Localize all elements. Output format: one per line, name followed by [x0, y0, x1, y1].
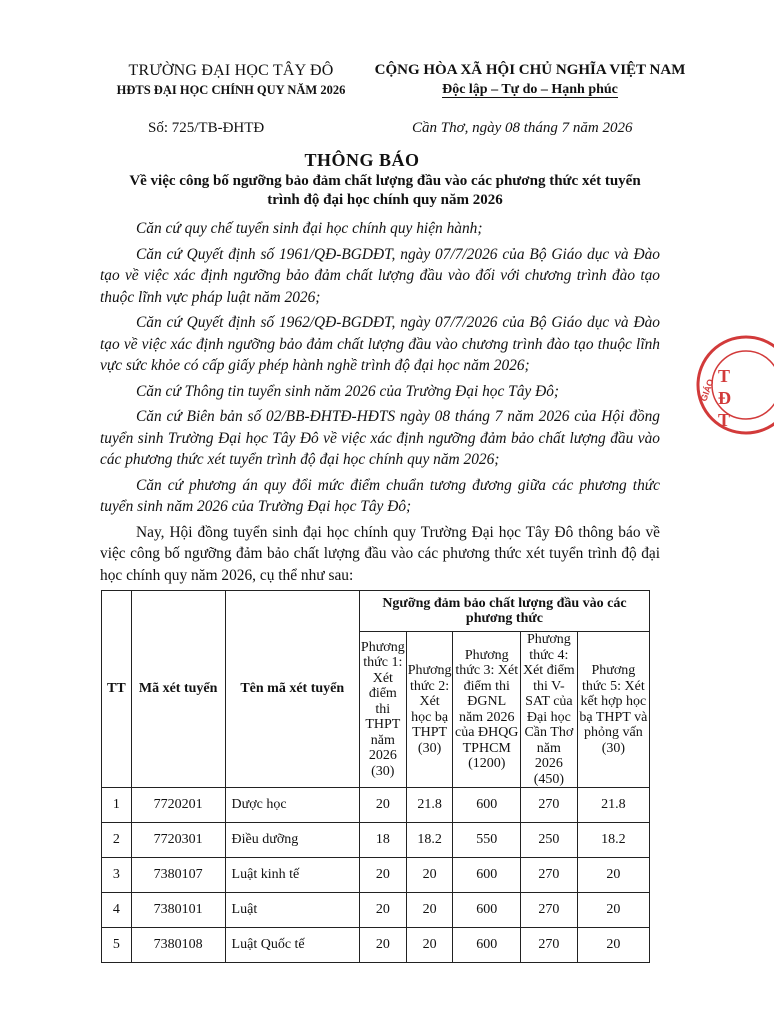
svg-text:T: T — [718, 410, 731, 430]
cell-method-4: 270 — [521, 788, 578, 823]
cell-name: Dược học — [225, 788, 359, 823]
cell-method-3: 600 — [453, 893, 521, 928]
header-method-2: Phương thức 2: Xét học bạ THPT (30) — [406, 632, 453, 788]
table-row — [102, 893, 650, 928]
basis-paragraph: Căn cứ Quyết định số 1962/QĐ-BGDĐT, ngày 07/7/2026 của Bộ Giáo dục và Đào tạo về việc xác định ngưỡng bảo đảm chất lượng đầu vào chương trình đào tạo thuộc lĩnh vực sức khỏe có cấp giấy phép hành nghề trình độ đại học năm 2026; — [100, 314, 660, 374]
header-threshold-group: Ngưỡng đảm bảo chất lượng đầu vào các phương thức — [359, 591, 649, 632]
cell-method-1: 20 — [359, 858, 406, 893]
header-method-1: Phương thức 1: Xét điểm thi THPT năm 2026 (30) — [359, 632, 406, 788]
header-tt: TT — [102, 591, 132, 788]
header-code: Mã xét tuyển — [131, 591, 225, 788]
cell-name: Điều dưỡng — [225, 823, 359, 858]
document-title: THÔNG BÁO — [304, 150, 420, 170]
svg-text:T: T — [718, 366, 731, 386]
document-body — [100, 218, 660, 590]
university-name: TRƯỜNG ĐẠI HỌC TÂY ĐÔ — [128, 62, 334, 79]
cell-code: 7380101 — [131, 893, 225, 928]
cell-method-2: 20 — [406, 858, 453, 893]
header-method-3: Phương thức 3: Xét điểm thi ĐGNL năm 2026 của ĐHQG TPHCM (1200) — [453, 632, 521, 788]
cell-name: Luật Quốc tế — [225, 928, 359, 963]
cell-method-3: 600 — [453, 928, 521, 963]
announcement-paragraph: Nay, Hội đồng tuyển sinh đại học chính quy Trường Đại học Tây Đô thông báo về việc công bố ngưỡng đảm bảo chất lượng đầu vào các phương thức xét tuyển trình độ đại học chính quy năm 2026, cụ thể như sau: — [100, 523, 660, 584]
cell-tt: 1 — [102, 788, 132, 823]
table-row — [102, 928, 650, 963]
cell-method-3: 600 — [453, 788, 521, 823]
cell-code: 7380108 — [131, 928, 225, 963]
cell-code: 7720301 — [131, 823, 225, 858]
svg-text:Đ: Đ — [718, 388, 731, 408]
document-number: Số: 725/TB-ĐHTĐ — [148, 120, 265, 136]
table-row — [102, 858, 650, 893]
motto-text: Độc lập – Tự do – Hạnh phúc — [442, 82, 618, 97]
cell-method-4: 250 — [521, 823, 578, 858]
cell-method-5: 18.2 — [577, 823, 649, 858]
basis-paragraph: Căn cứ Thông tin tuyển sinh năm 2026 của Trường Đại học Tây Đô; — [136, 382, 560, 400]
cell-method-1: 20 — [359, 788, 406, 823]
cell-method-5: 20 — [577, 893, 649, 928]
cell-code: 7720201 — [131, 788, 225, 823]
cell-method-2: 20 — [406, 893, 453, 928]
cell-method-5: 21.8 — [577, 788, 649, 823]
issuer-header — [86, 62, 376, 98]
official-seal-icon — [694, 330, 774, 440]
council-name: HĐTS ĐẠI HỌC CHÍNH QUY NĂM 2026 — [116, 83, 346, 97]
basis-paragraph: Căn cứ phương án quy đổi mức điểm chuẩn tương đương giữa các phương thức tuyển sinh năm 2026 của Trường Đại học Tây Đô; — [100, 476, 660, 515]
basis-paragraph: Căn cứ Quyết định số 1961/QĐ-BGDĐT, ngày 07/7/2026 của Bộ Giáo dục và Đào tạo về việc xác định ngưỡng bảo đảm chất lượng đầu vào đối với chương trình đào tạo thuộc lĩnh vực pháp luật năm 2026; — [100, 245, 660, 306]
cell-method-3: 550 — [453, 823, 521, 858]
cell-method-4: 270 — [521, 893, 578, 928]
cell-tt: 4 — [102, 893, 132, 928]
country-name: CỘNG HÒA XÃ HỘI CHỦ NGHĨA VIỆT NAM — [374, 62, 686, 78]
cell-method-1: 18 — [359, 823, 406, 858]
cell-method-1: 20 — [359, 928, 406, 963]
table-row — [102, 823, 650, 858]
cell-method-3: 600 — [453, 858, 521, 893]
cell-name: Luật — [225, 893, 359, 928]
cell-method-5: 20 — [577, 928, 649, 963]
cell-method-1: 20 — [359, 893, 406, 928]
cell-name: Luật kinh tế — [225, 858, 359, 893]
header-method-4: Phương thức 4: Xét điểm thi V-SAT của Đại học Cần Thơ năm 2026 (450) — [521, 632, 578, 788]
cell-tt: 3 — [102, 858, 132, 893]
cell-method-2: 21.8 — [406, 788, 453, 823]
cell-method-4: 270 — [521, 928, 578, 963]
table-row — [102, 788, 650, 823]
document-subtitle: Về việc công bố ngưỡng bảo đảm chất lượng đầu vào các phương thức xét tuyển trình độ đại học chính quy năm 2026 — [129, 173, 641, 208]
basis-paragraph: Căn cứ quy chế tuyển sinh đại học chính quy hiện hành; — [136, 220, 483, 237]
national-motto — [355, 82, 705, 98]
header-name: Tên mã xét tuyển — [225, 591, 359, 788]
cell-method-2: 18.2 — [406, 823, 453, 858]
cell-tt: 5 — [102, 928, 132, 963]
svg-text:GIÁO: GIÁO — [698, 377, 716, 403]
cell-method-4: 270 — [521, 858, 578, 893]
threshold-table — [101, 590, 650, 963]
national-header — [355, 62, 705, 98]
cell-tt: 2 — [102, 823, 132, 858]
place-and-date: Cần Thơ, ngày 08 tháng 7 năm 2026 — [412, 120, 633, 136]
cell-method-2: 20 — [406, 928, 453, 963]
header-method-5: Phương thức 5: Xét kết hợp học bạ THPT và phỏng vấn (30) — [577, 632, 649, 788]
basis-paragraph: Căn cứ Biên bản số 02/BB-ĐHTĐ-HĐTS ngày 08 tháng 7 năm 2026 của Hội đồng tuyển sinh Trường Đại học Tây Đô về việc xác định ngưỡng đảm bảo chất lượng đầu vào các phương thức xét tuyển trình độ đại học chính quy năm 2026; — [100, 408, 660, 468]
cell-code: 7380107 — [131, 858, 225, 893]
cell-method-5: 20 — [577, 858, 649, 893]
